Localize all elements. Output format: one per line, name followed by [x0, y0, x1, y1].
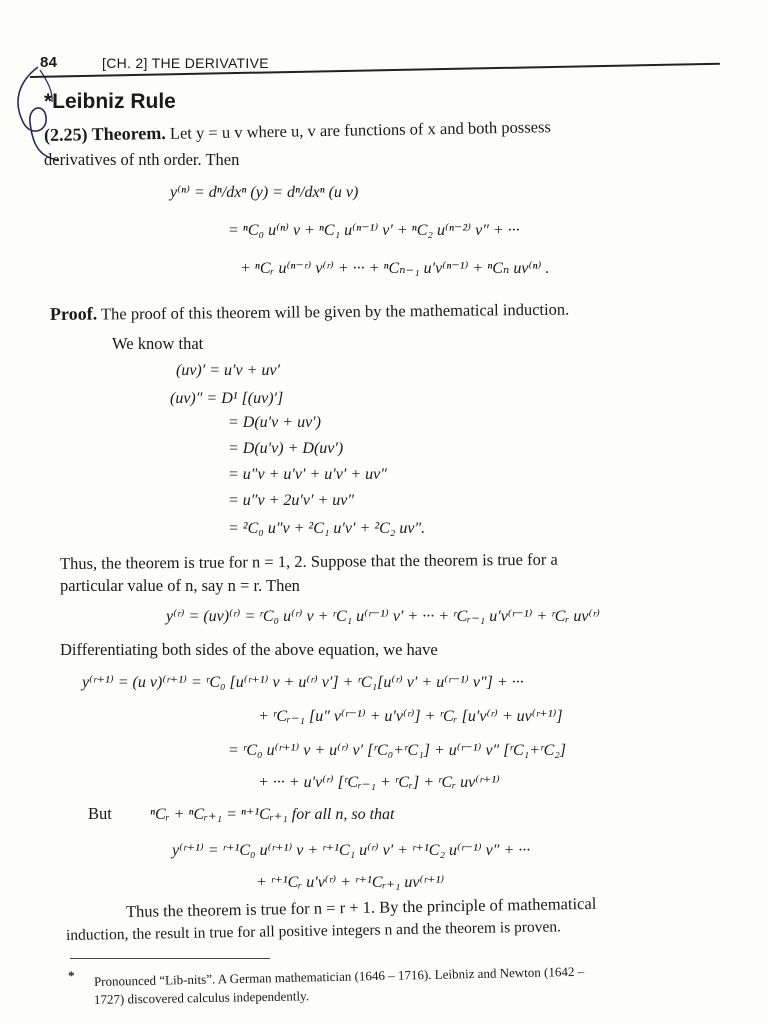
diff-eq-3: = ʳC₀ u⁽ʳ⁺¹⁾ v + u⁽ʳ⁾ v′ [ʳC₀+ʳC₁] + u⁽ʳ⁻¹⁾ v″ [ʳC₁+ʳC₂] [228, 742, 567, 759]
thus-line-1: Thus, the theorem is true for n = 1, 2. Suppose that the theorem is true for a [59, 549, 558, 573]
diff-eq-4: + ··· + u′v⁽ʳ⁾ [ʳCᵣ₋₁ + ʳCᵣ] + ʳCᵣ uv⁽ʳ⁺¹⁾ [258, 774, 500, 791]
theorem-eq-1: y⁽ⁿ⁾ = dⁿ/dxⁿ (y) = dⁿ/dxⁿ (u v) [170, 184, 359, 201]
we-know-text: We know that [112, 334, 204, 353]
but-label: But [88, 804, 112, 823]
final-eq-1: y⁽ʳ⁺¹⁾ = ʳ⁺¹C₀ u⁽ʳ⁺¹⁾ v + ʳ⁺¹C₁ u⁽ʳ⁾ v′ + ʳ⁺¹C₂ u⁽ʳ⁻¹⁾ v″ + ··· [172, 842, 531, 859]
footnote-star: * [68, 968, 75, 983]
page-number: 84 [40, 54, 58, 71]
theorem-eq-3: + ⁿCᵣ u⁽ⁿ⁻ʳ⁾ v⁽ʳ⁾ + ··· + ⁿCₙ₋₁ u′v⁽ⁿ⁻¹⁾ + ⁿCₙ uv⁽ⁿ⁾ . [240, 260, 550, 277]
theorem-label: (2.25) Theorem. [43, 122, 166, 145]
section-title: *Leibniz Rule [44, 90, 176, 113]
proof-label: Proof. [49, 303, 98, 324]
differentiating-text: Differentiating both sides of the above equation, we have [60, 640, 438, 659]
diff-eq-1: y⁽ʳ⁺¹⁾ = (u v)⁽ʳ⁺¹⁾ = ʳC₀ [u⁽ʳ⁺¹⁾ v + u⁽ʳ⁾ v′] + ʳC₁[u⁽ʳ⁾ v′ + u⁽ʳ⁻¹⁾ v″] + ··· [82, 674, 524, 691]
theorem-text-1: Let y = u v where u, v are functions of x and both possess [169, 117, 551, 143]
footnote-line-2: 1727) discovered calculus independently. [93, 988, 310, 1007]
conclusion-line-2: induction, the result in true for all positive integers n and the theorem is proven. [65, 918, 562, 944]
footnote-rule [70, 958, 270, 959]
chapter-header: [CH. 2] THE DERIVATIVE [102, 55, 269, 71]
but-eq: ⁿCᵣ + ⁿCᵣ₊₁ = ⁿ⁺¹Cᵣ₊₁ for all n, so that [150, 806, 395, 823]
theorem-eq-2: = ⁿC₀ u⁽ⁿ⁾ v + ⁿC₁ u⁽ⁿ⁻¹⁾ v′ + ⁿC₂ u⁽ⁿ⁻²⁾ v″ + ··· [228, 222, 520, 239]
proof-eq-2: (uv)″ = D¹ [(uv)′] [170, 390, 284, 407]
proof-eq-7: = ²C₀ u″v + ²C₁ u′v′ + ²C₂ uv″. [228, 520, 426, 537]
proof-eq-6: = u″v + 2u′v′ + uv″ [228, 492, 355, 509]
thus-line-2: particular value of n, say n = r. Then [60, 576, 300, 595]
diff-eq-2: + ʳCᵣ₋₁ [u″ v⁽ʳ⁻¹⁾ + u′v⁽ʳ⁾] + ʳCᵣ [u′v⁽ʳ⁾ + uv⁽ʳ⁺¹⁾] [258, 708, 563, 725]
proof-line [50, 298, 569, 326]
proof-eq-5: = u″v + u′v′ + u′v′ + uv″ [228, 466, 387, 483]
theorem-text-2: derivatives of nth order. Then [44, 150, 240, 169]
final-eq-2: + ʳ⁺¹Cᵣ u′v⁽ʳ⁾ + ʳ⁺¹Cᵣ₊₁ uv⁽ʳ⁺¹⁾ [256, 874, 445, 891]
proof-text: The proof of this theorem will be given by the mathematical induction. [100, 299, 570, 324]
proof-eq-4: = D(u′v) + D(uv′) [228, 440, 344, 457]
theorem-line-1 [44, 115, 551, 146]
proof-eq-1: (uv)′ = u′v + uv′ [176, 362, 281, 379]
conclusion-line-1: Thus the theorem is true for n = r + 1. By the principle of mathematical [125, 893, 597, 921]
footnote-line-1: Pronounced “Lib-nits”. A German mathematician (1646 – 1716). Leibniz and Newton (1642 – [93, 963, 585, 989]
eq-n-equals-r: y⁽ʳ⁾ = (uv)⁽ʳ⁾ = ʳC₀ u⁽ʳ⁾ v + ʳC₁ u⁽ʳ⁻¹⁾ v′ + ··· + ʳCᵣ₋₁ u′v⁽ʳ⁻¹⁾ + ʳCᵣ uv⁽ʳ⁾ [166, 608, 600, 625]
proof-eq-3: = D(u′v + uv′) [228, 414, 322, 431]
